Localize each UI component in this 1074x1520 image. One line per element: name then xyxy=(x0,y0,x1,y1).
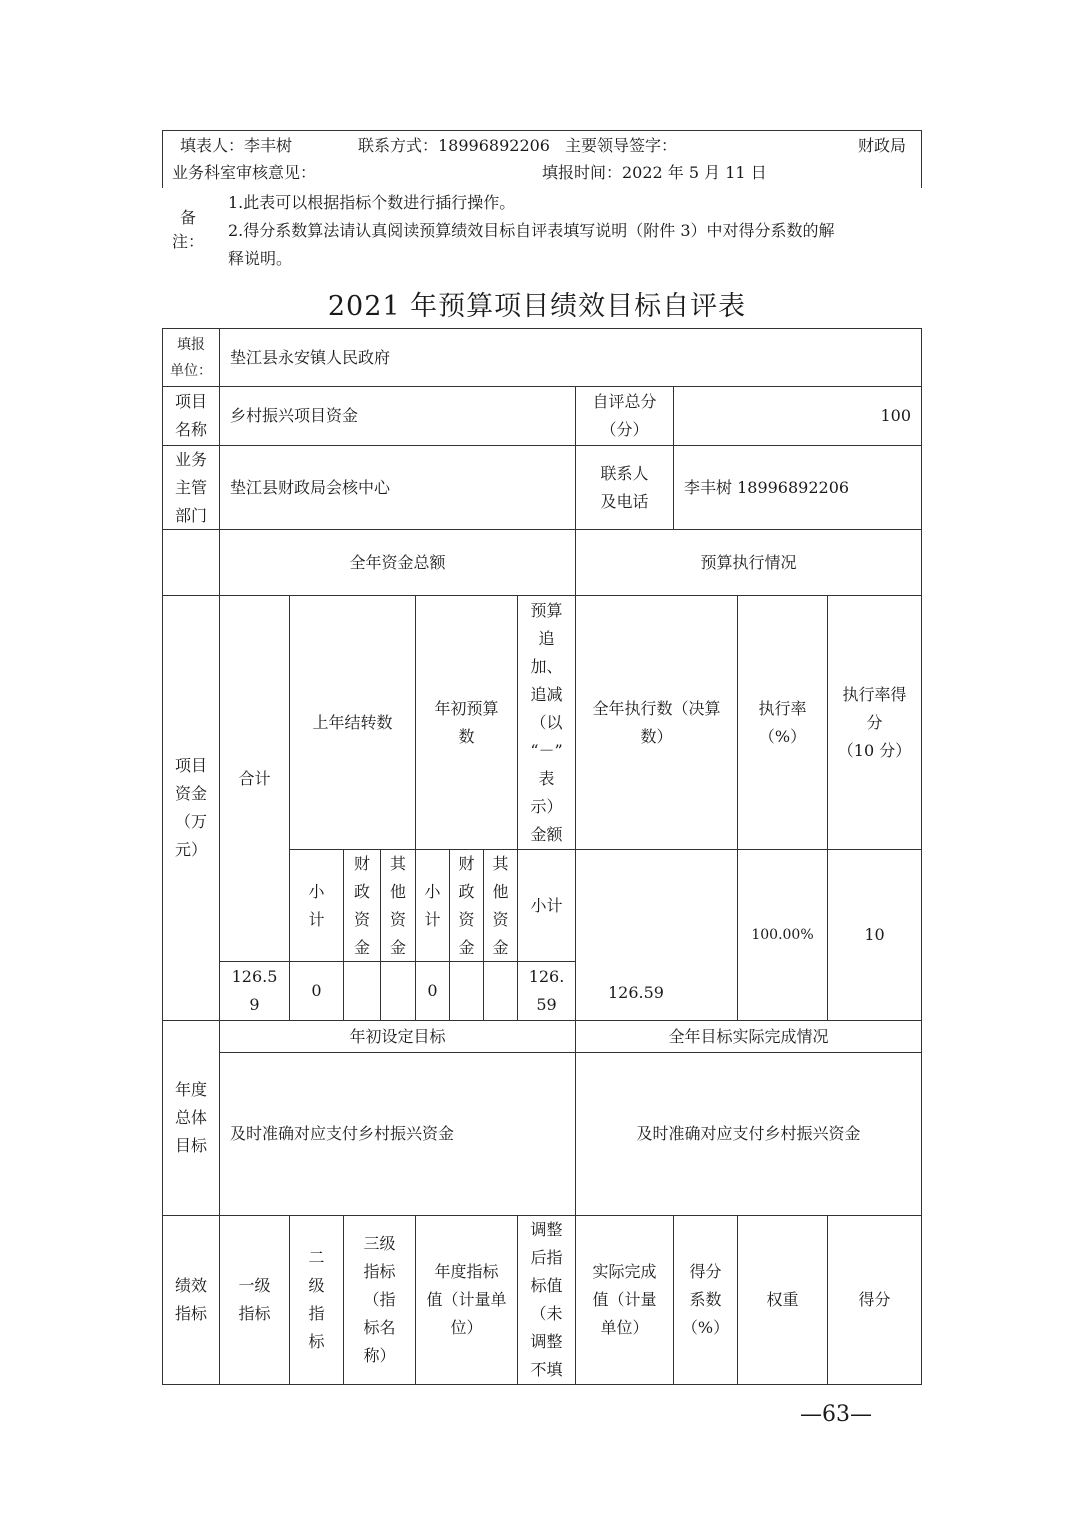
actual-value-label: 实际完成 值（计量 单位） xyxy=(592,1262,657,1337)
exec-value: 126.59 xyxy=(608,983,664,1002)
goals-set-value: 及时准确对应支付乡村振兴资金 xyxy=(230,1124,455,1143)
annual-exec-label: 全年执行数（决算 数） xyxy=(592,698,721,746)
adjust-subtotal-label: 小计 xyxy=(530,895,563,915)
initial-fiscal-label: 财 政 资 金 xyxy=(458,853,475,957)
unit-value: 垫江县永安镇人民政府 xyxy=(230,347,391,367)
coef-label: 得分 系数 （%） xyxy=(681,1262,730,1337)
rate-score-label: 执行率得 分 （10 分） xyxy=(837,684,912,760)
initial-subtotal-label: 小 计 xyxy=(424,881,441,929)
carry-other-label: 其 他 资 金 xyxy=(389,853,406,957)
note-line-2: 2.得分系数算法请认真阅读预算绩效目标自评表填写说明（附件 3）中对得分系数的解 xyxy=(228,221,835,240)
project-label: 项目 名称 xyxy=(174,392,207,439)
score-label: 得分 xyxy=(858,1290,891,1309)
annual-value-label: 年度指标 值（计量单 位） xyxy=(426,1262,507,1337)
goals-section-label: 年度 总体 目标 xyxy=(174,1080,207,1155)
score-total-label: 自评总分 （分） xyxy=(592,392,657,439)
rate-label: 执行率 （%） xyxy=(758,698,807,746)
page-title: 2021 年预算项目绩效目标自评表 xyxy=(327,291,747,322)
level1-label: 一级 指标 xyxy=(238,1276,271,1323)
filler-text: 填表人：李丰树 xyxy=(180,136,293,155)
initial-subtotal-value: 0 xyxy=(427,981,438,1000)
rate-score-value: 10 xyxy=(864,925,885,944)
score-total-value: 100 xyxy=(880,406,911,425)
top-block-left-border xyxy=(162,130,163,188)
carry-label: 上年结转数 xyxy=(312,712,393,732)
rate-value: 100.00% xyxy=(751,927,814,943)
adjust-label: 预算 追 加、 追减 （以 “－” 表 示） 金额 xyxy=(530,600,563,844)
level2-label: 二 级 指 标 xyxy=(308,1248,325,1351)
contact-value: 李丰树 18996892206 xyxy=(684,477,850,497)
goals-actual-value: 及时准确对应支付乡村振兴资金 xyxy=(636,1124,861,1143)
adjust-value: 126. 59 xyxy=(528,967,565,1014)
top-block-top-border xyxy=(162,130,922,131)
carry-fiscal-label: 财 政 资 金 xyxy=(353,853,370,957)
contact-label: 联系人 及电话 xyxy=(600,463,649,511)
exec-header: 预算执行情况 xyxy=(700,552,797,572)
leader-sign-text: 主要领导签字： xyxy=(565,136,678,155)
dept-label: 业务 主管 部门 xyxy=(174,449,207,525)
project-value: 乡村振兴项目资金 xyxy=(230,406,359,425)
table-border-right xyxy=(921,328,922,1385)
note-line-3: 释说明。 xyxy=(228,249,293,268)
goals-set-header: 年初设定目标 xyxy=(349,1026,446,1046)
dept-value: 垫江县财政局会核中心 xyxy=(230,477,391,497)
table-border-bottom xyxy=(162,1384,922,1385)
weight-label: 权重 xyxy=(766,1290,799,1309)
review-text: 业务科室审核意见： xyxy=(172,163,317,182)
report-time-text: 填报时间：2022 年 5 月 11 日 xyxy=(542,163,767,182)
goals-actual-header: 全年目标实际完成情况 xyxy=(668,1026,829,1046)
bureau-text: 财政局 xyxy=(858,136,907,155)
level3-label: 三级 指标 （指 标名 称） xyxy=(363,1234,396,1365)
sum-value: 126.5 9 xyxy=(231,967,278,1014)
contact-text: 联系方式：18996892206 xyxy=(358,136,550,155)
carry-subtotal-value: 0 xyxy=(311,981,322,1000)
note-label: 备 注： xyxy=(172,208,205,251)
adjusted-value-label: 调整 后指 标值 （未 调整 不填 xyxy=(530,1220,563,1379)
initial-other-label: 其 他 资 金 xyxy=(492,853,509,957)
initial-label: 年初预算 数 xyxy=(434,698,499,746)
note-line-1: 1.此表可以根据指标个数进行插行操作。 xyxy=(228,193,516,212)
top-block-right-border xyxy=(921,130,922,188)
total-funds-header: 全年资金总额 xyxy=(349,552,446,572)
page-number: —63— xyxy=(800,1402,872,1427)
funds-section-label: 项目 资金 （万 元） xyxy=(174,756,207,859)
carry-subtotal-label: 小 计 xyxy=(308,881,325,929)
unit-label: 填报 单位： xyxy=(170,336,212,379)
sum-label: 合计 xyxy=(238,768,271,788)
indicators-section-label: 绩效 指标 xyxy=(174,1276,207,1323)
